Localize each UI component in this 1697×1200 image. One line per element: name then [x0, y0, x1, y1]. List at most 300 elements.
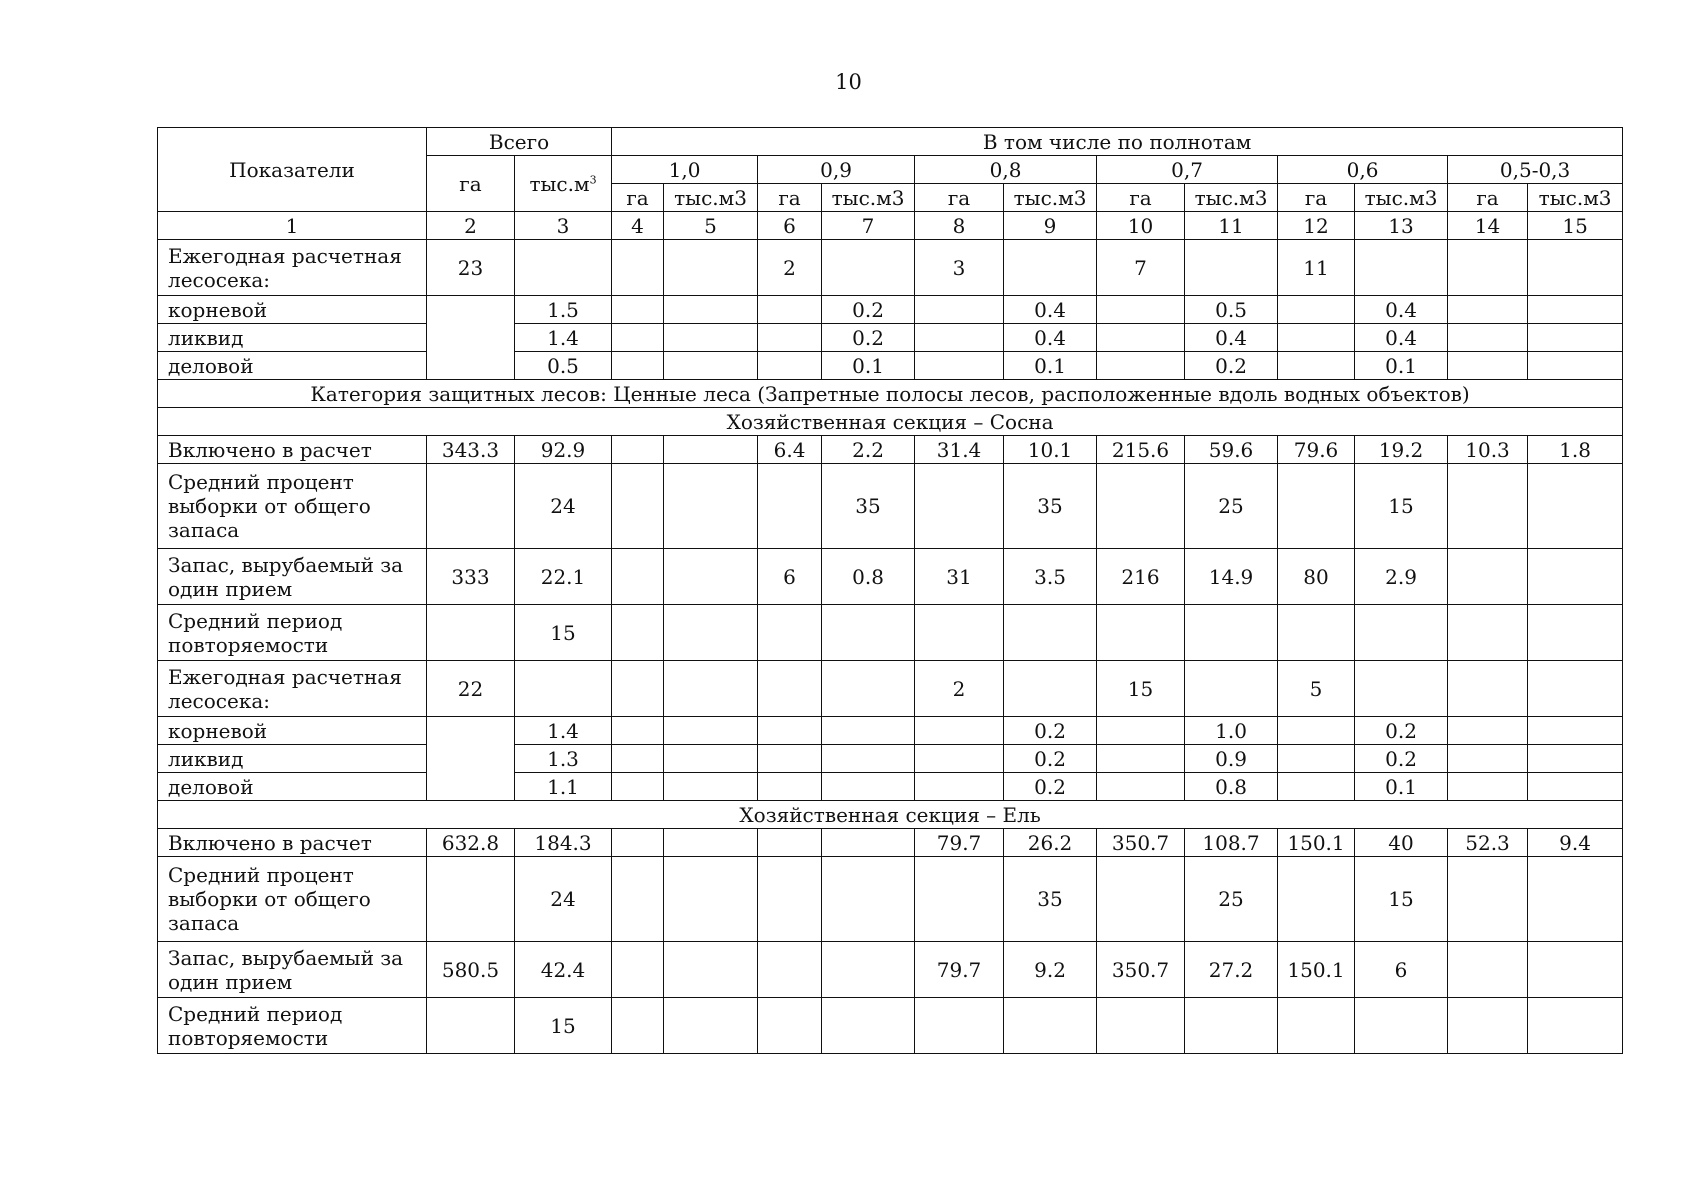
- row-label: Ежегодная расчетная лесосека:: [158, 240, 427, 296]
- table-cell: [612, 998, 664, 1054]
- header-unit-ga: га: [915, 184, 1004, 212]
- column-number: 12: [1278, 212, 1355, 240]
- header-unit-volume: тыс.м3: [822, 184, 915, 212]
- table-cell: 0.1: [1355, 773, 1448, 801]
- table-cell: [664, 605, 758, 661]
- table-cell: [664, 661, 758, 717]
- table-cell: [822, 605, 915, 661]
- header-density-5: 0,5-0,3: [1448, 156, 1623, 184]
- table-cell: 0.2: [1355, 745, 1448, 773]
- table-cell: [664, 829, 758, 857]
- table-cell: 25: [1185, 464, 1278, 549]
- table-cell: [515, 240, 612, 296]
- table-cell: [1448, 324, 1528, 352]
- table-cell: [1097, 773, 1185, 801]
- table-cell: [915, 745, 1004, 773]
- table-cell: [664, 857, 758, 942]
- table-cell: [758, 745, 822, 773]
- table-cell: [664, 549, 758, 605]
- table-cell: [822, 829, 915, 857]
- table-row: [158, 717, 1623, 745]
- table-cell: 24: [515, 464, 612, 549]
- table-cell: 79.6: [1278, 436, 1355, 464]
- table-cell: [1097, 605, 1185, 661]
- table-cell: [822, 998, 915, 1054]
- table-row: [158, 661, 1623, 717]
- table-cell: 0.2: [1004, 773, 1097, 801]
- table-cell: 108.7: [1185, 829, 1278, 857]
- table-cell: [1355, 605, 1448, 661]
- row-label: деловой: [158, 773, 427, 801]
- table-cell: [664, 464, 758, 549]
- row-label: Средний процент выборки от общего запаса: [158, 464, 427, 549]
- table-cell: [915, 464, 1004, 549]
- column-number: 1: [158, 212, 427, 240]
- table-cell: [427, 998, 515, 1054]
- table-cell: [1355, 661, 1448, 717]
- table-cell: [1004, 605, 1097, 661]
- table-cell: [1528, 240, 1623, 296]
- table-row: [158, 829, 1623, 857]
- table-cell: [758, 296, 822, 324]
- table-cell: [1355, 998, 1448, 1054]
- table-cell: [758, 998, 822, 1054]
- table-cell: [1185, 605, 1278, 661]
- table-cell: [822, 661, 915, 717]
- table-cell: 42.4: [515, 942, 612, 998]
- table-cell: 15: [1097, 661, 1185, 717]
- table-cell: [612, 240, 664, 296]
- table-cell: 79.7: [915, 829, 1004, 857]
- row-label: ликвид: [158, 324, 427, 352]
- table-cell: 0.2: [822, 296, 915, 324]
- table-cell: 40: [1355, 829, 1448, 857]
- table-cell: [1528, 464, 1623, 549]
- table-cell: 35: [1004, 464, 1097, 549]
- table-cell: [1004, 240, 1097, 296]
- table-cell: 22.1: [515, 549, 612, 605]
- table-cell: [1528, 605, 1623, 661]
- table-cell: 7: [1097, 240, 1185, 296]
- table-cell: [612, 436, 664, 464]
- row-label: Запас, вырубаемый за один прием: [158, 942, 427, 998]
- table-cell: [664, 942, 758, 998]
- table-cell: [758, 464, 822, 549]
- table-cell: 0.1: [1355, 352, 1448, 380]
- table-cell: [915, 352, 1004, 380]
- table-cell: [1097, 464, 1185, 549]
- table-cell: 333: [427, 549, 515, 605]
- table-cell: [915, 324, 1004, 352]
- table-cell: 350.7: [1097, 829, 1185, 857]
- header-unit-ga: га: [612, 184, 664, 212]
- table-cell: 35: [822, 464, 915, 549]
- row-label: Средний период повторяемости: [158, 605, 427, 661]
- table-cell: [758, 857, 822, 942]
- table-cell: [1528, 717, 1623, 745]
- table-cell: [1278, 296, 1355, 324]
- table-cell: [612, 773, 664, 801]
- table-cell: 23: [427, 240, 515, 296]
- column-number: 2: [427, 212, 515, 240]
- table-cell: 0.2: [1185, 352, 1278, 380]
- table-cell: [1448, 942, 1528, 998]
- table-cell: [1278, 717, 1355, 745]
- table-cell: 52.3: [1448, 829, 1528, 857]
- table-cell: [1097, 857, 1185, 942]
- table-cell: [915, 717, 1004, 745]
- header-total-volume: [515, 156, 612, 212]
- table-cell: 9.4: [1528, 829, 1623, 857]
- table-cell: 0.4: [1355, 324, 1448, 352]
- column-number: 8: [915, 212, 1004, 240]
- table-row: [158, 324, 1623, 352]
- table-cell: 0.8: [822, 549, 915, 605]
- table-cell: [1528, 324, 1623, 352]
- table-cell: 15: [1355, 464, 1448, 549]
- header-total: Всего: [427, 128, 612, 156]
- table-cell: [1097, 324, 1185, 352]
- table-cell: 0.2: [1004, 745, 1097, 773]
- table-cell: [664, 998, 758, 1054]
- header-unit-volume: тыс.м3: [1185, 184, 1278, 212]
- column-number: 4: [612, 212, 664, 240]
- merged-ga-cell: [427, 717, 515, 801]
- table-cell: 0.5: [1185, 296, 1278, 324]
- row-label: Ежегодная расчетная лесосека:: [158, 661, 427, 717]
- table-cell: 15: [515, 998, 612, 1054]
- table-cell: 35: [1004, 857, 1097, 942]
- table-cell: [758, 324, 822, 352]
- section-spruce-title-row-text: Хозяйственная секция – Ель: [158, 801, 1623, 829]
- table-cell: [1448, 296, 1528, 324]
- table-cell: [1448, 352, 1528, 380]
- table-cell: [612, 829, 664, 857]
- header-unit-ga: га: [1448, 184, 1528, 212]
- category-title-row: [158, 380, 1623, 408]
- table-cell: 0.4: [1004, 324, 1097, 352]
- table-row: [158, 436, 1623, 464]
- table-cell: [1448, 745, 1528, 773]
- table-cell: 2: [758, 240, 822, 296]
- table-cell: 0.1: [822, 352, 915, 380]
- row-label: Средний процент выборки от общего запаса: [158, 857, 427, 942]
- table-cell: 0.5: [515, 352, 612, 380]
- table-cell: [1278, 998, 1355, 1054]
- table-cell: 1.1: [515, 773, 612, 801]
- table-cell: 343.3: [427, 436, 515, 464]
- table-cell: 0.4: [1355, 296, 1448, 324]
- table-cell: [822, 745, 915, 773]
- table-cell: [1004, 661, 1097, 717]
- row-label: Включено в расчет: [158, 829, 427, 857]
- row-label: Запас, вырубаемый за один прием: [158, 549, 427, 605]
- table-cell: 0.9: [1185, 745, 1278, 773]
- table-cell: [1528, 549, 1623, 605]
- table-cell: 15: [515, 605, 612, 661]
- header-unit-volume: тыс.м3: [1355, 184, 1448, 212]
- header-total-ga: га: [427, 156, 515, 212]
- row-label: Средний период повторяемости: [158, 998, 427, 1054]
- table-cell: [1528, 296, 1623, 324]
- table-cell: [822, 942, 915, 998]
- table-cell: [664, 745, 758, 773]
- table-cell: 1.8: [1528, 436, 1623, 464]
- table-cell: 6.4: [758, 436, 822, 464]
- table-cell: [664, 296, 758, 324]
- table-cell: [427, 857, 515, 942]
- table-cell: [1448, 998, 1528, 1054]
- table-cell: [1448, 773, 1528, 801]
- table-cell: 0.2: [1355, 717, 1448, 745]
- table-cell: [915, 296, 1004, 324]
- table-cell: [1448, 661, 1528, 717]
- table-cell: [822, 240, 915, 296]
- table-cell: [1278, 352, 1355, 380]
- table-cell: [758, 773, 822, 801]
- table-cell: [1448, 717, 1528, 745]
- row-label: ликвид: [158, 745, 427, 773]
- table-cell: [1097, 717, 1185, 745]
- table-cell: [664, 717, 758, 745]
- table-cell: 0.2: [1004, 717, 1097, 745]
- table-cell: [1528, 773, 1623, 801]
- table-cell: [1278, 324, 1355, 352]
- table-cell: [822, 773, 915, 801]
- column-number: 3: [515, 212, 612, 240]
- section-pine-title-row-text: Хозяйственная секция – Сосна: [158, 408, 1623, 436]
- table-cell: [1448, 605, 1528, 661]
- table-cell: [427, 605, 515, 661]
- table-row: [158, 857, 1623, 942]
- table-cell: [612, 549, 664, 605]
- column-number: 6: [758, 212, 822, 240]
- table-cell: 1.4: [515, 717, 612, 745]
- header-indicators: Показатели: [158, 128, 427, 212]
- column-number: 11: [1185, 212, 1278, 240]
- table-cell: [758, 352, 822, 380]
- table-cell: [1528, 942, 1623, 998]
- table-cell: [1448, 240, 1528, 296]
- table-cell: 11: [1278, 240, 1355, 296]
- table-cell: [1185, 240, 1278, 296]
- table-row: [158, 240, 1623, 296]
- table-cell: [1278, 464, 1355, 549]
- table-cell: [915, 857, 1004, 942]
- table-cell: [664, 240, 758, 296]
- table-row: [158, 942, 1623, 998]
- column-number: 13: [1355, 212, 1448, 240]
- table-cell: 184.3: [515, 829, 612, 857]
- table-cell: [915, 998, 1004, 1054]
- table-cell: 0.4: [1185, 324, 1278, 352]
- page-number: 10: [835, 70, 862, 94]
- table-cell: 150.1: [1278, 829, 1355, 857]
- table-cell: 2.9: [1355, 549, 1448, 605]
- table-cell: [612, 717, 664, 745]
- category-title-row-text: Категория защитных лесов: Ценные леса (Запретные полосы лесов, расположенные вдоль водных объектов): [158, 380, 1623, 408]
- table-cell: 632.8: [427, 829, 515, 857]
- table-cell: 31.4: [915, 436, 1004, 464]
- table-cell: 27.2: [1185, 942, 1278, 998]
- column-number: 7: [822, 212, 915, 240]
- header-unit-volume: тыс.м3: [1528, 184, 1623, 212]
- table-cell: [664, 324, 758, 352]
- table-cell: [1528, 661, 1623, 717]
- header-row-1: [158, 128, 1623, 156]
- column-number: 15: [1528, 212, 1623, 240]
- table-cell: [915, 605, 1004, 661]
- table-cell: 10.3: [1448, 436, 1528, 464]
- column-number: 10: [1097, 212, 1185, 240]
- table-cell: [612, 857, 664, 942]
- table-cell: 2.2: [822, 436, 915, 464]
- table-cell: [664, 773, 758, 801]
- table-cell: [1528, 857, 1623, 942]
- table-cell: [1097, 998, 1185, 1054]
- table-row: [158, 352, 1623, 380]
- table-row: [158, 296, 1623, 324]
- table-cell: 15: [1355, 857, 1448, 942]
- table-cell: 26.2: [1004, 829, 1097, 857]
- table-cell: 350.7: [1097, 942, 1185, 998]
- table-cell: [822, 857, 915, 942]
- row-label: деловой: [158, 352, 427, 380]
- table-cell: 14.9: [1185, 549, 1278, 605]
- table-cell: [758, 717, 822, 745]
- table-cell: [1448, 464, 1528, 549]
- table-cell: 0.4: [1004, 296, 1097, 324]
- table-cell: 3.5: [1004, 549, 1097, 605]
- table-cell: 0.8: [1185, 773, 1278, 801]
- table-cell: 5: [1278, 661, 1355, 717]
- table-cell: 24: [515, 857, 612, 942]
- row-label: Включено в расчет: [158, 436, 427, 464]
- table-cell: [1097, 745, 1185, 773]
- table-cell: [612, 464, 664, 549]
- table-row: [158, 745, 1623, 773]
- table-cell: [515, 661, 612, 717]
- header-density-0: 1,0: [612, 156, 758, 184]
- column-number: 9: [1004, 212, 1097, 240]
- row-label: корневой: [158, 717, 427, 745]
- table-row: [158, 998, 1623, 1054]
- table-cell: 2: [915, 661, 1004, 717]
- table-cell: 150.1: [1278, 942, 1355, 998]
- header-unit-volume: тыс.м3: [1004, 184, 1097, 212]
- table-cell: 80: [1278, 549, 1355, 605]
- table-cell: [1528, 998, 1623, 1054]
- forest-harvest-table: [157, 127, 1623, 1054]
- header-by-density: В том числе по полнотам: [612, 128, 1623, 156]
- table-cell: [1097, 352, 1185, 380]
- table-cell: 92.9: [515, 436, 612, 464]
- table-cell: 0.1: [1004, 352, 1097, 380]
- table-cell: [427, 464, 515, 549]
- table-cell: [822, 717, 915, 745]
- table-cell: 215.6: [1097, 436, 1185, 464]
- column-number: 14: [1448, 212, 1528, 240]
- table-cell: [1448, 549, 1528, 605]
- table-cell: 25: [1185, 857, 1278, 942]
- header-density-3: 0,7: [1097, 156, 1278, 184]
- table-cell: [1528, 745, 1623, 773]
- table-cell: 3: [915, 240, 1004, 296]
- table-cell: 1.3: [515, 745, 612, 773]
- table-cell: [915, 773, 1004, 801]
- table-cell: [612, 605, 664, 661]
- table-cell: 580.5: [427, 942, 515, 998]
- column-number: 5: [664, 212, 758, 240]
- table-cell: 10.1: [1004, 436, 1097, 464]
- table-cell: [1185, 998, 1278, 1054]
- table-cell: 1.0: [1185, 717, 1278, 745]
- table-cell: 9.2: [1004, 942, 1097, 998]
- table-cell: 59.6: [1185, 436, 1278, 464]
- merged-ga-cell: [427, 296, 515, 380]
- table-cell: [1528, 352, 1623, 380]
- header-volume-sup: 3: [589, 172, 597, 186]
- table-cell: [758, 661, 822, 717]
- table-row: [158, 773, 1623, 801]
- row-label: корневой: [158, 296, 427, 324]
- table-row: [158, 605, 1623, 661]
- table-cell: [1278, 605, 1355, 661]
- table-cell: 6: [758, 549, 822, 605]
- table-cell: [664, 436, 758, 464]
- table-cell: [612, 942, 664, 998]
- table-cell: [1355, 240, 1448, 296]
- table-cell: 19.2: [1355, 436, 1448, 464]
- table-row: [158, 464, 1623, 549]
- header-volume-text: тыс.м: [529, 171, 590, 196]
- header-unit-volume: тыс.м3: [664, 184, 758, 212]
- table-cell: [612, 745, 664, 773]
- table-cell: [612, 324, 664, 352]
- table-cell: [1278, 745, 1355, 773]
- header-unit-ga: га: [758, 184, 822, 212]
- table-cell: [758, 942, 822, 998]
- table-cell: 1.4: [515, 324, 612, 352]
- header-density-1: 0,9: [758, 156, 915, 184]
- table-cell: 6: [1355, 942, 1448, 998]
- table-cell: [1278, 773, 1355, 801]
- table-cell: [664, 352, 758, 380]
- table-cell: [1185, 661, 1278, 717]
- table-cell: [1004, 998, 1097, 1054]
- header-density-4: 0,6: [1278, 156, 1448, 184]
- header-unit-ga: га: [1278, 184, 1355, 212]
- header-density-2: 0,8: [915, 156, 1097, 184]
- table-cell: 31: [915, 549, 1004, 605]
- table-cell: 1.5: [515, 296, 612, 324]
- table-cell: [758, 829, 822, 857]
- table-row: [158, 549, 1623, 605]
- table-cell: 79.7: [915, 942, 1004, 998]
- column-numbers-row: [158, 212, 1623, 240]
- table-cell: [1278, 857, 1355, 942]
- table-cell: 22: [427, 661, 515, 717]
- section-spruce-title-row: [158, 801, 1623, 829]
- table-cell: [758, 605, 822, 661]
- table-cell: [612, 661, 664, 717]
- table-cell: 216: [1097, 549, 1185, 605]
- table-cell: [1097, 296, 1185, 324]
- table-cell: [612, 352, 664, 380]
- section-pine-title-row: [158, 408, 1623, 436]
- table-cell: 0.2: [822, 324, 915, 352]
- table-cell: [1448, 857, 1528, 942]
